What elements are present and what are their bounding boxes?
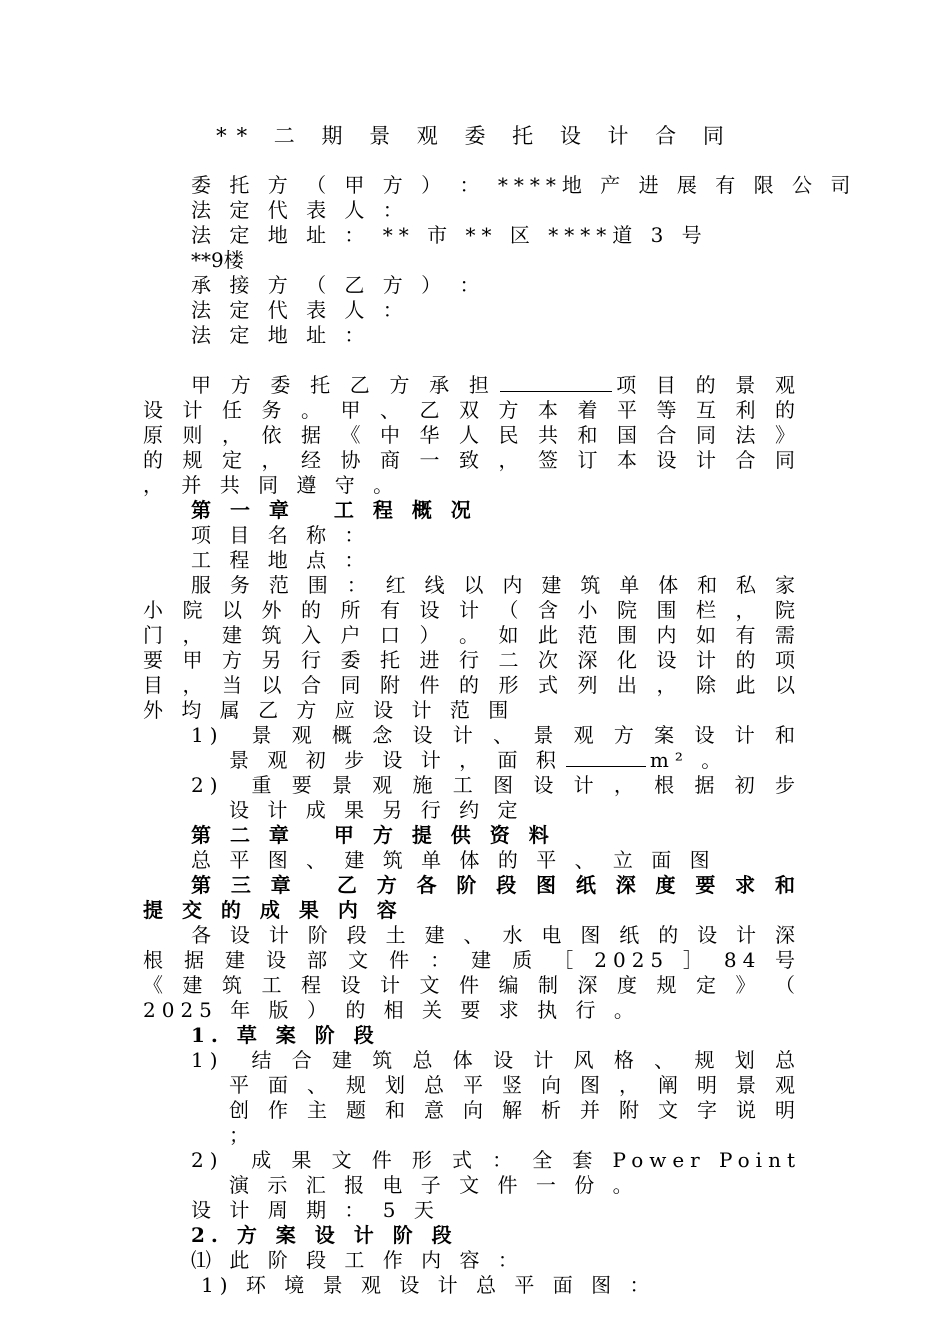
stage2-heading: 2. 方 案 设 计 阶 段 [191,1223,458,1247]
chapter1-item-1-unit: m² 。 [649,748,728,772]
project-location-line: 工 程 地 点 ： [191,548,371,572]
chapter3-intro: 各 设 计 阶 段 土 建 、 水 电 图 纸 的 设 计 深 根 据 建 设 部 文 件 ： 建 质 ［ 2025 ］ 84 号 《 建 筑 工 程 设 计 文 件 编 制 深 度 规 定 》 （ 2025 年 版 ） 的 相 关 要 求 执 行 。 [143,923,801,1022]
client-address-line-1: 法 定 地 址 ： ** 市 ** 区 ****道 3 号 [191,223,708,247]
spacer [143,348,801,373]
stage1-item-1: 1) 结 合 建 筑 总 体 设 计 风 格 、 规 划 总 平 面 、 规 划 总 平 竖 向 图 ， 阐 明 景 观 创 作 主 题 和 意 向 解 析 并 附 文 字 说 明 ； [191,1048,801,1147]
contractor-address-line: 法 定 地 址 ： [191,323,371,347]
stage1-period: 设 计 周 期 ： 5 天 [191,1198,440,1222]
stage1-heading: 1. 草 案 阶 段 [191,1023,380,1047]
intro-text-before: 甲 方 委 托 乙 方 承 担 [191,373,496,397]
stage2-item-1: 1) 环 境 景 观 设 计 总 平 面 图 ： [201,1273,656,1297]
intro-paragraph [143,373,801,498]
area-blank[interactable] [566,748,646,767]
scope-paragraph: 服 务 范 围 ： 红 线 以 内 建 筑 单 体 和 私 家 小 院 以 外 的 所 有 设 计 （ 含 小 院 围 栏 ， 院 门 ， 建 筑 入 户 口 ） 。 如 此 范 围 内 如 有 需 要 甲 方 另 行 委 托 进 行 二 次 深 化 设 计 的 项 目 ， 当 以 合 同 附 件 的 形 式 列 出 ， 除 此 以 外 均 属 乙 方 应 设 计 范 围 [143,573,801,722]
stage1-item-2: 2) 成 果 文 件 形 式 ： 全 套 Power Point 演 示 汇 报 电 子 文 件 一 份 。 [191,1148,801,1197]
intro-text-after: 项 目 的 景 观 设 计 任 务 。 甲 、 乙 双 方 本 着 平 等 互 利 的 原 则 ， 依 据 《 中 华 人 民 共 和 国 合 同 法 》 的 规 定 ， 经 协 商 一 致 ， 签 订 本 设 计 合 同 ， 并 共 同 遵 守 。 [143,373,801,497]
client-address-line-2: **9楼 [191,248,244,272]
client-line: 委 托 方 （ 甲 方 ） ： ****地 产 进 展 有 限 公 司 [191,173,857,197]
contractor-rep-line: 法 定 代 表 人 ： [191,298,409,322]
chapter1-heading: 第 一 章 工 程 概 况 [191,498,477,522]
project-name-line: 项 目 名 称 ： [191,523,371,547]
chapter2-heading: 第 二 章 甲 方 提 供 资 料 [191,823,555,847]
chapter1-item-1-text: 1) 景 观 概 念 设 计 、 景 观 方 案 设 计 和 景 观 初 步 设 计 ， 面 积 [191,723,801,772]
contractor-line: 承 接 方 （ 乙 方 ） ： [191,273,486,297]
document-title: ** 二 期 景 观 委 托 设 计 合 同 [216,124,734,148]
chapter3-heading: 第 三 章 乙 方 各 阶 段 图 纸 深 度 要 求 和 提 交 的 成 果 内 容 [143,873,801,922]
project-name-blank[interactable] [500,373,612,392]
client-rep-line: 法 定 代 表 人 ： [191,198,409,222]
chapter2-content: 总 平 图 、 建 筑 单 体 的 平 、 立 面 图 [191,848,716,872]
stage2-subheading: ⑴ 此 阶 段 工 作 内 容 ： [191,1248,524,1272]
chapter1-item-2: 2) 重 要 景 观 施 工 图 设 计 ， 根 据 初 步 设 计 成 果 另 行 约 定 [191,773,801,822]
document-body [143,173,857,1298]
chapter1-item-1 [143,723,801,773]
